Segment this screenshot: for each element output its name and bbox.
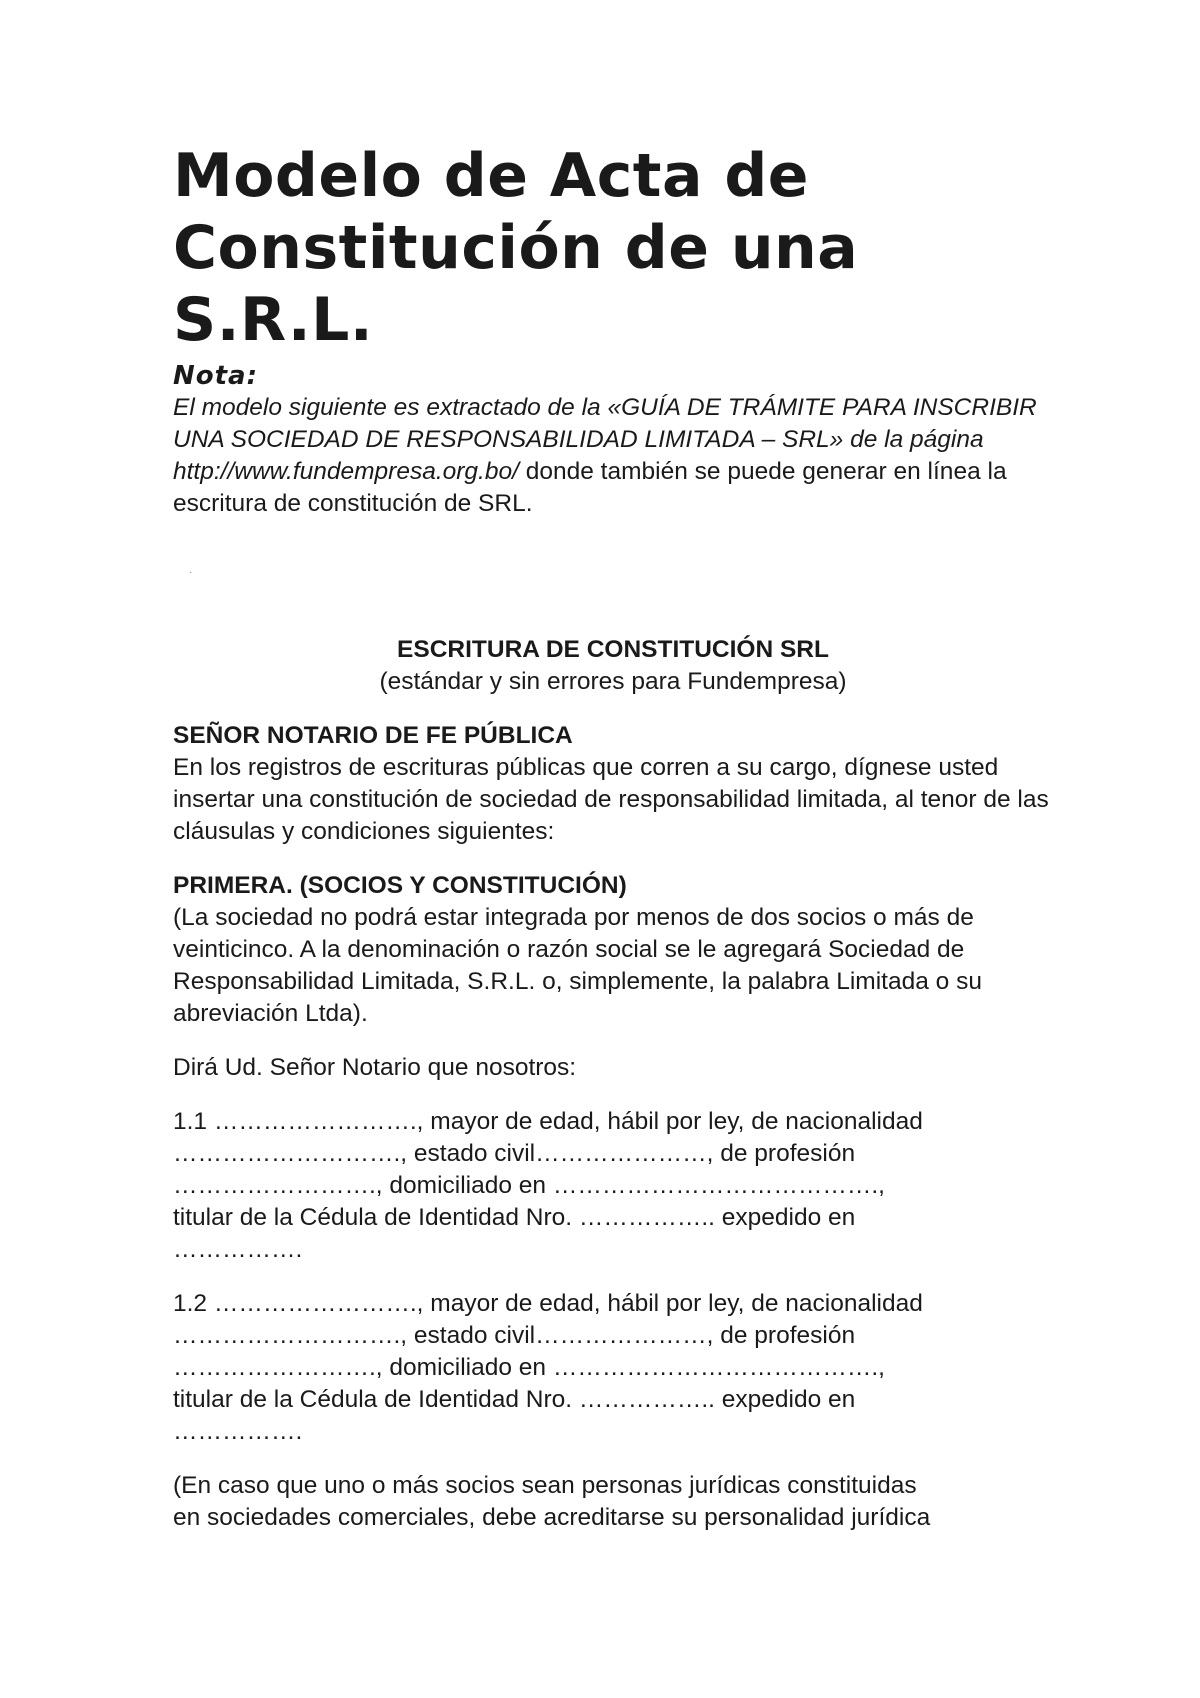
primera-paragraph: (La sociedad no podrá estar integrada por menos de dos socios o más de veinticinco. A la denominación o razón social se le agregará Sociedad de Responsabilidad Limitada, S.R.L. o, simplemente, la palabra Limitada o su abreviación Ltda). <box>173 904 982 1027</box>
personas-juridicas-line-1: (En caso que uno o más socios sean personas jurídicas constituidas <box>173 1472 917 1499</box>
escritura-subheading: (estándar y sin errores para Fundempresa) <box>379 668 847 695</box>
socio-1-line-5: ……………. <box>173 1236 303 1263</box>
socio-2-line-5: ……………. <box>173 1418 303 1445</box>
socio-2-line-4: titular de la Cédula de Identidad Nro. …………….. expedido en <box>173 1386 856 1413</box>
socio-1-line-1: 1.1 ……………………., mayor de edad, hábil por ley, de nacionalidad <box>173 1108 923 1135</box>
page-title <box>173 140 1053 356</box>
nota-paragraph <box>173 392 1053 520</box>
escritura-heading: ESCRITURA DE CONSTITUCIÓN SRL <box>397 636 829 663</box>
nota-regular-text: donde también se puede generar en línea la escritura de constitución de SRL. <box>173 458 1007 517</box>
stray-marker: · <box>189 567 193 578</box>
personas-juridicas-line-2: en sociedades comerciales, debe acreditarse su personalidad jurídica <box>173 1504 931 1531</box>
document-page <box>173 140 1053 1534</box>
socio-1-line-3: ……………………., domiciliado en …………………………………., <box>173 1172 885 1199</box>
notario-paragraph: En los registros de escrituras públicas que corren a su cargo, dígnese usted insertar una constitución de sociedad de responsabilidad limitada, al tenor de las cláusulas y condiciones siguientes: <box>173 754 1049 845</box>
title-line-2: Constitución de una <box>173 213 859 283</box>
notario-heading: SEÑOR NOTARIO DE FE PÚBLICA <box>173 722 573 749</box>
socio-1-line-2: ………………………., estado civil…………………, de profesión <box>173 1140 856 1167</box>
personas-juridicas-paragraph <box>173 1470 1053 1534</box>
title-line-3: S.R.L. <box>173 285 374 355</box>
socio-2-line-2: ………………………., estado civil…………………, de profesión <box>173 1322 856 1349</box>
nota-italic-text: El modelo siguiente es extractado de la «GUÍA DE TRÁMITE PARA INSCRIBIR UNA SOCIEDAD DE RESPONSABILIDAD LIMITADA – SRL» de la página http://www.fundempresa.org.bo/ <box>173 394 1037 485</box>
dira-paragraph: Dirá Ud. Señor Notario que nosotros: <box>173 1054 577 1081</box>
socio-2-line-1: 1.2 ……………………., mayor de edad, hábil por ley, de nacionalidad <box>173 1290 923 1317</box>
socio-1-paragraph <box>173 1106 1053 1266</box>
socio-2-line-3: ……………………., domiciliado en …………………………………., <box>173 1354 885 1381</box>
socio-2-paragraph <box>173 1288 1053 1448</box>
title-line-1: Modelo de Acta de <box>173 141 809 211</box>
primera-heading: PRIMERA. (SOCIOS Y CONSTITUCIÓN) <box>173 872 627 899</box>
socio-1-line-4: titular de la Cédula de Identidad Nro. …………….. expedido en <box>173 1204 856 1231</box>
nota-label: Nota: <box>173 361 258 391</box>
